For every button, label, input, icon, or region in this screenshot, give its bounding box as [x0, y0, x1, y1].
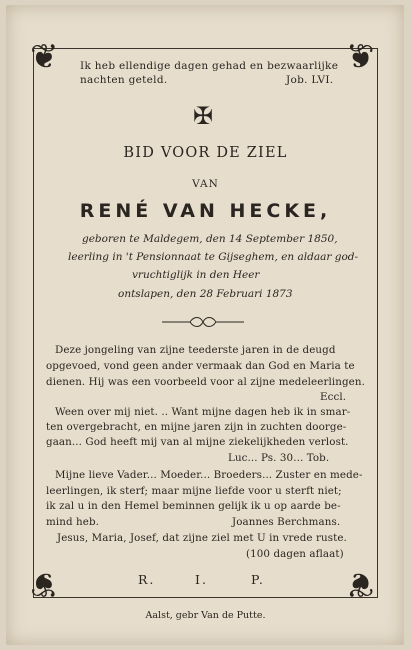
corner-ornament-top-left: ❦ — [30, 37, 59, 77]
paragraph-3-line-2: leerlingen, ik sterf; maar mijne liefde voor u sterft niet; — [46, 485, 342, 497]
closing-prayer: Jesus, Maria, Josef, dat zijne ziel met U in vrede ruste. — [57, 532, 347, 544]
page-title: BID VOOR DE ZIEL — [123, 145, 288, 161]
paragraph-2-line-1: Ween over mij niet. .. Want mijne dagen heb ik in smar- — [55, 406, 351, 418]
bio-line-2: leerling in 't Pensionnaat te Gijseghem, en aldaar god- — [68, 251, 359, 263]
rip-letter-i: I. — [195, 572, 208, 587]
motto-reference: Job. LVI. — [286, 74, 334, 86]
paragraph-2-reference: Luc... Ps. 30... Tob. — [228, 452, 330, 464]
paragraph-1-line-3: dienen. Hij was een voorbeeld voor al zijne medeleerlingen. — [46, 376, 365, 388]
indulgence-note: (100 dagen aflaat) — [246, 548, 344, 560]
paragraph-1-line-1: Deze jongeling van zijne teederste jaren in de deugd — [55, 344, 336, 356]
paragraph-2-line-3: gaan... God heeft mij van al mijne ziekelijkheden verlost. — [46, 436, 349, 448]
paragraph-3-line-3: ik zal u in den Hemel beminnen gelijk ik u op aarde be- — [46, 500, 341, 512]
paragraph-1-line-2: opgevoed, vond geen ander vermaak dan God en Maria te — [46, 360, 355, 372]
corner-ornament-bottom-right: ❦ — [346, 564, 375, 604]
rip-letter-p: P. — [251, 572, 265, 587]
motto-line-2: nachten geteld. — [80, 74, 168, 86]
paragraph-3-line-4: mind heb. — [46, 516, 100, 528]
paragraph-3-line-1: Mijne lieve Vader... Moeder... Broeders... Zuster en mede- — [55, 469, 363, 481]
van-label: VAN — [192, 178, 219, 190]
deceased-name: RENÉ VAN HECKE, — [79, 200, 332, 222]
paragraph-1-reference: Eccl. — [320, 391, 347, 403]
paragraph-2-line-2: ten overgebracht, en mijne jaren zijn in zuchten doorge- — [46, 421, 347, 433]
rip-letter-r: R. — [138, 572, 156, 587]
cross-icon: ✠ — [193, 102, 214, 130]
bio-line-1: geboren te Maldegem, den 14 September 1850, — [82, 233, 338, 245]
paragraph-3-reference: Joannes Berchmans. — [232, 516, 341, 528]
bio-line-3: vruchtiglijk in den Heer — [132, 269, 260, 281]
bio-line-4: ontslapen, den 28 Februari 1873 — [118, 288, 293, 300]
printer-imprint: Aalst, gebr Van de Putte. — [145, 610, 266, 621]
divider-ornament — [160, 316, 246, 328]
corner-ornament-bottom-left: ❦ — [30, 564, 59, 604]
corner-ornament-top-right: ❦ — [346, 37, 375, 77]
motto-line-1: Ik heb ellendige dagen gehad en bezwaarlijke — [80, 60, 339, 72]
